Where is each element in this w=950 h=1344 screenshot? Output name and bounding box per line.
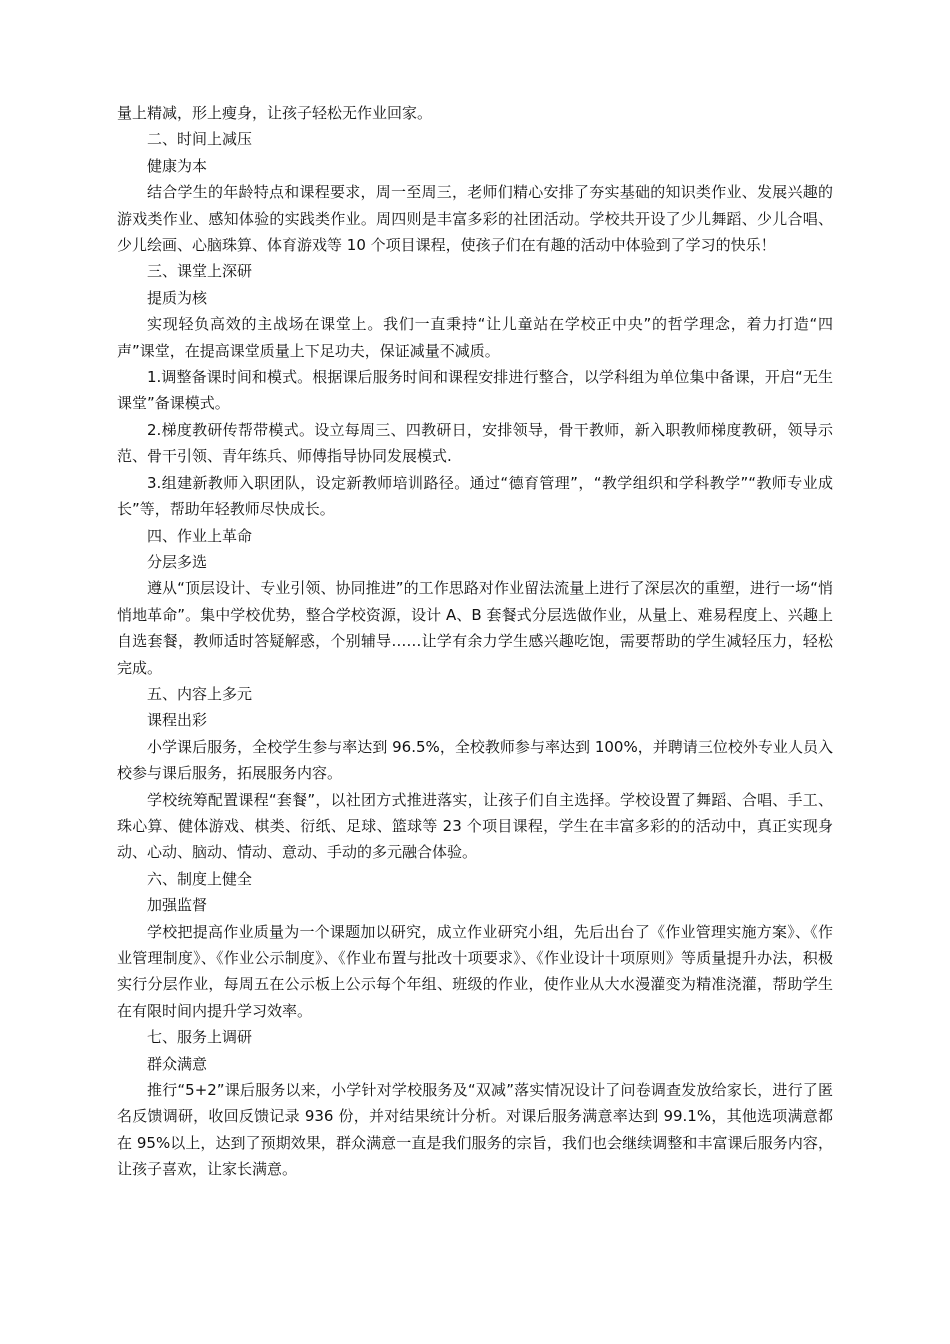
section-heading-service: 七、服务上调研 <box>147 1028 253 1047</box>
subheading-courses: 课程出彩 <box>147 711 208 730</box>
paragraph-course-package: 学校统筹配置课程“套餐”，以社团方式推进落实，让孩子们自主选择。学校设置了舞蹈、合唱、手工、珠心算、健体游戏、棋类、衍纸、足球、篮球等 23 个项目课程，学生在丰富多彩的的活动中，真正实现身动、心动、脑动、情动、意动、手动的多元融合体验。 <box>117 790 833 862</box>
paragraph-service-body: 推行“5+2”课后服务以来，小学针对学校服务及“双减”落实情况设计了问卷调查发放给家长，进行了匿名反馈调研，收回反馈记录 936 份，并对结果统计分析。对课后服务满意率达到 99.1%，其他选项满意都在 95%以上，达到了预期效果，群众满意一直是我们服务的宗旨，我们也会继续调整和丰富课后服务内容，让孩子喜欢，让家长满意。 <box>117 1081 833 1179</box>
subheading-supervision: 加强监督 <box>147 896 208 915</box>
section-heading-system: 六、制度上健全 <box>147 869 253 888</box>
paragraph-intro-tail: 量上精减，形上瘦身，让孩子轻松无作业回家。 <box>117 104 433 122</box>
subheading-health: 健康为本 <box>147 156 208 175</box>
subheading-satisfaction: 群众满意 <box>147 1054 208 1073</box>
list-item-1: 1.调整备课时间和模式。根据课后服务时间和课程安排进行整合，以学科组为单位集中备课，开启“无生课堂”备课模式。 <box>117 368 833 413</box>
list-item-2: 2.梯度教研传帮带模式。设立每周三、四教研日，安排领导，骨干教师，新入职教师梯度教研，领导示范、骨干引领、青年练兵、师傅指导协同发展模式. <box>117 420 833 466</box>
section-heading-time: 二、时间上减压 <box>147 130 253 149</box>
subheading-quality: 提质为核 <box>147 288 208 307</box>
section-heading-homework: 四、作业上革命 <box>147 526 253 545</box>
paragraph-classroom-body: 实现轻负高效的主战场在课堂上。我们一直秉持“让儿童站在学校正中央”的哲学理念，着力打造“四声”课堂，在提高课堂质量上下足功夫，保证减量不减质。 <box>117 315 833 360</box>
list-item-3: 3.组建新教师入职团队，设定新教师培训路径。通过“德育管理”，“教学组织和学科教学”“教师专业成长”等，帮助年轻教师尽快成长。 <box>117 473 833 519</box>
section-heading-content: 五、内容上多元 <box>147 684 253 703</box>
paragraph-participation: 小学课后服务，全校学生参与率达到 96.5%，全校教师参与率达到 100%，并聘请三位校外专业人员入校参与课后服务，拓展服务内容。 <box>117 737 833 783</box>
document-page <box>117 100 833 1183</box>
section-heading-classroom: 三、课堂上深研 <box>147 262 253 281</box>
subheading-layered: 分层多选 <box>147 552 208 571</box>
paragraph-system-body: 学校把提高作业质量为一个课题加以研究，成立作业研究小组，先后出台了《作业管理实施方案》、《作业管理制度》、《作业公示制度》、《作业布置与批改十项要求》、《作业设计十项原则》等质量提升办法，积极实行分层作业，每周五在公示板上公示每个年组、班级的作业，使作业从大水漫灌变为精准浇灌，帮助学生在有限时间内提升学习效率。 <box>117 922 833 1020</box>
paragraph-homework-body: 遵从“顶层设计、专业引领、协同推进”的工作思路对作业留法流量上进行了深层次的重塑，进行一场“悄悄地革命”。集中学校优势，整合学校资源，设计 A、B 套餐式分层选做作业，从量上、难易程度上、兴趣上自选套餐，教师适时答疑解惑，个别辅导……让学有余力学生感兴趣吃饱，需要帮助的学生减轻压力，轻松完成。 <box>117 579 833 677</box>
paragraph-time-body: 结合学生的年龄特点和课程要求，周一至周三，老师们精心安排了夯实基础的知识类作业、发展兴趣的游戏类作业、感知体验的实践类作业。周四则是丰富多彩的社团活动。学校共开设了少儿舞蹈、少儿合唱、少儿绘画、心脑珠算、体育游戏等 10 个项目课程，使孩子们在有趣的活动中体验到了学习的快乐！ <box>117 183 833 255</box>
